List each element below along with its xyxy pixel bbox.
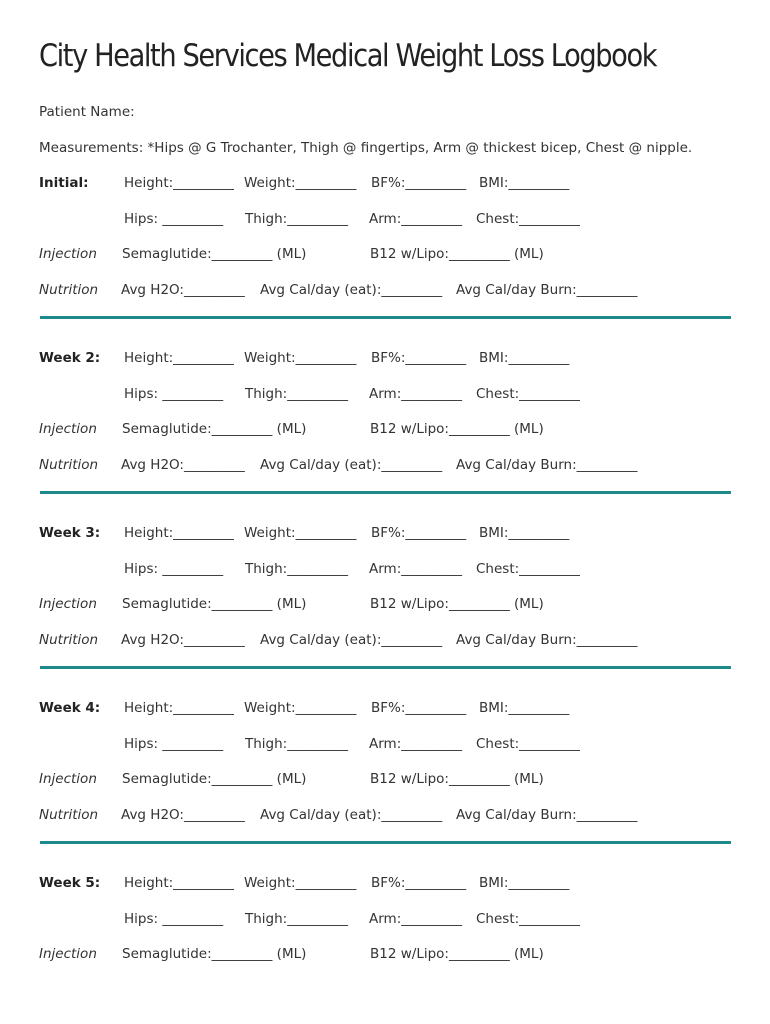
section-divider xyxy=(40,316,731,319)
injection-label: Injection xyxy=(39,946,97,962)
injection-label: Injection xyxy=(39,596,97,612)
bf-field: BF%:_________ xyxy=(371,525,467,541)
section-label: Initial: xyxy=(39,175,89,191)
semaglutide-field: Semaglutide:_________ (ML) xyxy=(122,596,307,612)
arm-field: Arm:_________ xyxy=(369,386,462,402)
cal-eat-field: Avg Cal/day (eat):_________ xyxy=(260,457,443,473)
bf-field: BF%:_________ xyxy=(371,875,467,891)
cal-eat-field: Avg Cal/day (eat):_________ xyxy=(260,807,443,823)
h2o-field: Avg H2O:_________ xyxy=(121,457,245,473)
semaglutide-field: Semaglutide:_________ (ML) xyxy=(122,946,307,962)
chest-field: Chest:_________ xyxy=(476,736,580,752)
semaglutide-field: Semaglutide:_________ (ML) xyxy=(122,771,307,787)
nutrition-label: Nutrition xyxy=(39,282,99,298)
thigh-field: Thigh:_________ xyxy=(245,561,348,577)
nutrition-label: Nutrition xyxy=(39,807,99,823)
semaglutide-field: Semaglutide:_________ (ML) xyxy=(122,246,307,262)
weight-field: Weight:_________ xyxy=(244,525,357,541)
section-divider xyxy=(40,491,731,494)
height-field: Height:_________ xyxy=(124,875,234,891)
injection-label: Injection xyxy=(39,246,97,262)
section-label: Week 3: xyxy=(39,525,101,541)
thigh-field: Thigh:_________ xyxy=(245,736,348,752)
weight-field: Weight:_________ xyxy=(244,175,357,191)
thigh-field: Thigh:_________ xyxy=(245,911,348,927)
section-divider xyxy=(40,841,731,844)
height-field: Height:_________ xyxy=(124,350,234,366)
section-label: Week 2: xyxy=(39,350,101,366)
cal-eat-field: Avg Cal/day (eat):_________ xyxy=(260,282,443,298)
cal-burn-field: Avg Cal/day Burn:_________ xyxy=(456,807,638,823)
section-label: Week 5: xyxy=(39,875,101,891)
cal-burn-field: Avg Cal/day Burn:_________ xyxy=(456,632,638,648)
nutrition-label: Nutrition xyxy=(39,457,99,473)
height-field: Height:_________ xyxy=(124,175,234,191)
arm-field: Arm:_________ xyxy=(369,211,462,227)
height-field: Height:_________ xyxy=(124,700,234,716)
b12-field: B12 w/Lipo:_________ (ML) xyxy=(370,596,544,612)
hips-field: Hips: _________ xyxy=(124,736,224,752)
document-title: City Health Services Medical Weight Loss Logbook xyxy=(39,38,657,74)
bf-field: BF%:_________ xyxy=(371,175,467,191)
bmi-field: BMI:_________ xyxy=(479,700,570,716)
hips-field: Hips: _________ xyxy=(124,386,224,402)
weight-field: Weight:_________ xyxy=(244,700,357,716)
bmi-field: BMI:_________ xyxy=(479,175,570,191)
cal-burn-field: Avg Cal/day Burn:_________ xyxy=(456,457,638,473)
section-label: Week 4: xyxy=(39,700,101,716)
thigh-field: Thigh:_________ xyxy=(245,386,348,402)
thigh-field: Thigh:_________ xyxy=(245,211,348,227)
injection-label: Injection xyxy=(39,771,97,787)
h2o-field: Avg H2O:_________ xyxy=(121,632,245,648)
chest-field: Chest:_________ xyxy=(476,386,580,402)
hips-field: Hips: _________ xyxy=(124,211,224,227)
bmi-field: BMI:_________ xyxy=(479,350,570,366)
weight-field: Weight:_________ xyxy=(244,875,357,891)
chest-field: Chest:_________ xyxy=(476,211,580,227)
h2o-field: Avg H2O:_________ xyxy=(121,807,245,823)
h2o-field: Avg H2O:_________ xyxy=(121,282,245,298)
height-field: Height:_________ xyxy=(124,525,234,541)
b12-field: B12 w/Lipo:_________ (ML) xyxy=(370,946,544,962)
injection-label: Injection xyxy=(39,421,97,437)
bf-field: BF%:_________ xyxy=(371,350,467,366)
hips-field: Hips: _________ xyxy=(124,561,224,577)
arm-field: Arm:_________ xyxy=(369,911,462,927)
bmi-field: BMI:_________ xyxy=(479,525,570,541)
chest-field: Chest:_________ xyxy=(476,561,580,577)
b12-field: B12 w/Lipo:_________ (ML) xyxy=(370,421,544,437)
section-divider xyxy=(40,666,731,669)
hips-field: Hips: _________ xyxy=(124,911,224,927)
nutrition-label: Nutrition xyxy=(39,632,99,648)
bmi-field: BMI:_________ xyxy=(479,875,570,891)
measurements-note: Measurements: *Hips @ G Trochanter, Thigh @ fingertips, Arm @ thickest bicep, Chest @ nipple. xyxy=(39,140,693,156)
weight-field: Weight:_________ xyxy=(244,350,357,366)
cal-burn-field: Avg Cal/day Burn:_________ xyxy=(456,282,638,298)
arm-field: Arm:_________ xyxy=(369,736,462,752)
b12-field: B12 w/Lipo:_________ (ML) xyxy=(370,771,544,787)
chest-field: Chest:_________ xyxy=(476,911,580,927)
cal-eat-field: Avg Cal/day (eat):_________ xyxy=(260,632,443,648)
patient-name-label: Patient Name: xyxy=(39,104,135,120)
arm-field: Arm:_________ xyxy=(369,561,462,577)
bf-field: BF%:_________ xyxy=(371,700,467,716)
b12-field: B12 w/Lipo:_________ (ML) xyxy=(370,246,544,262)
semaglutide-field: Semaglutide:_________ (ML) xyxy=(122,421,307,437)
